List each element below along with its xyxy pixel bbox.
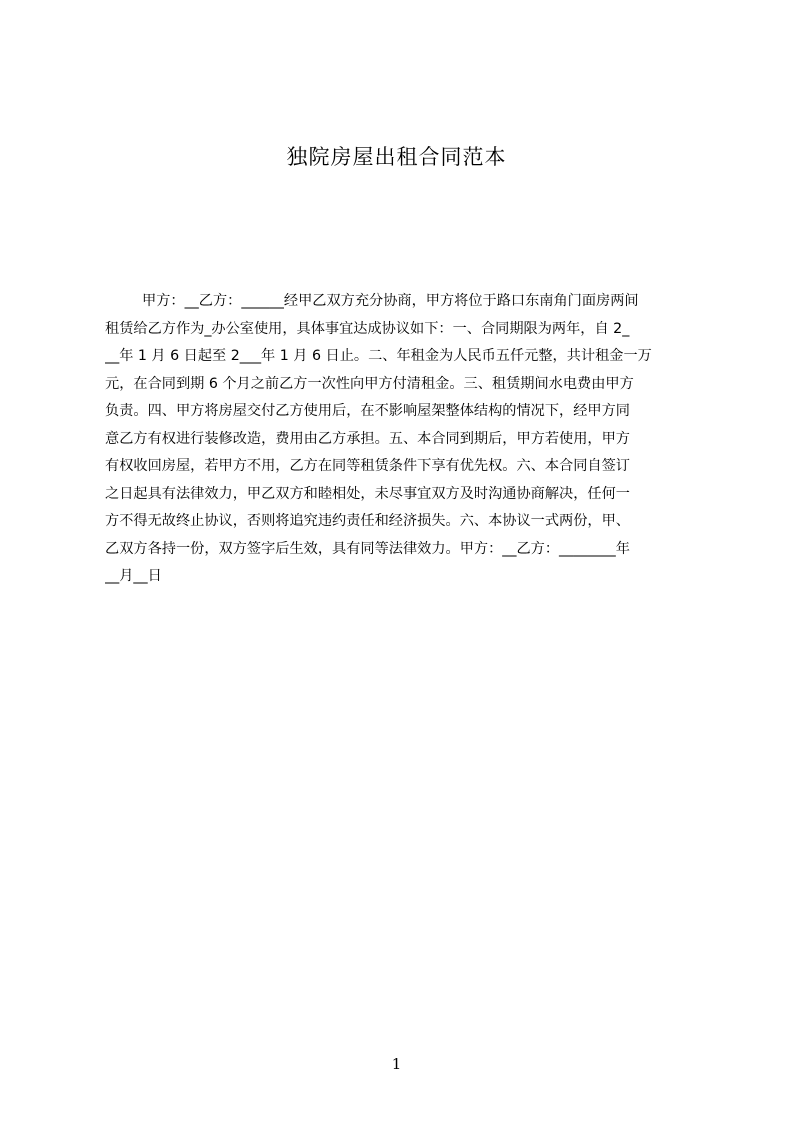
paragraph-line: 之日起具有法律效力，甲乙双方和睦相处，未尽事宜双方及时沟通协商解决，任何一	[105, 485, 630, 502]
paragraph-line: 有权收回房屋，若甲方不用，乙方在同等租赁条件下享有优先权。六、本合同自签订	[105, 458, 630, 474]
paragraph-line: 意乙方有权进行装修改造，费用由乙方承担。五、本合同到期后，甲方若使用，甲方	[105, 430, 630, 447]
paragraph-line: 乙双方各持一份，双方签字后生效，具有同等法律效力。甲方：__乙方：________年	[105, 540, 630, 557]
page-number: 1	[391, 1055, 402, 1073]
paragraph-line: __年 1 月 6 日起至 2___年 1 月 6 日止。二、年租金为人民币五仟元整，共计租金一万	[105, 348, 652, 364]
paragraph-line: 元，在合同到期 6 个月之前乙方一次性向甲方付清租金。三、租赁期间水电费由甲方	[105, 375, 634, 392]
paragraph-line: __月__日	[105, 568, 162, 584]
contract-body	[105, 288, 697, 591]
paragraph-line: 方不得无故终止协议，否则将追究违约责任和经济损失。六、本协议一式两份，甲、	[105, 513, 630, 529]
document-title: 独院房屋出租合同范本	[286, 145, 507, 169]
paragraph-line: 甲方：__乙方：______经甲乙双方充分协商，甲方将位于路口东南角门面房两间	[142, 293, 639, 309]
paragraph-line: 租赁给乙方作为_办公室使用，具体事宜达成协议如下：一、合同期限为两年，自 2_	[105, 320, 630, 337]
paragraph-line: 负责。四、甲方将房屋交付乙方使用后，在不影响屋架整体结构的情况下，经甲方同	[105, 403, 630, 419]
